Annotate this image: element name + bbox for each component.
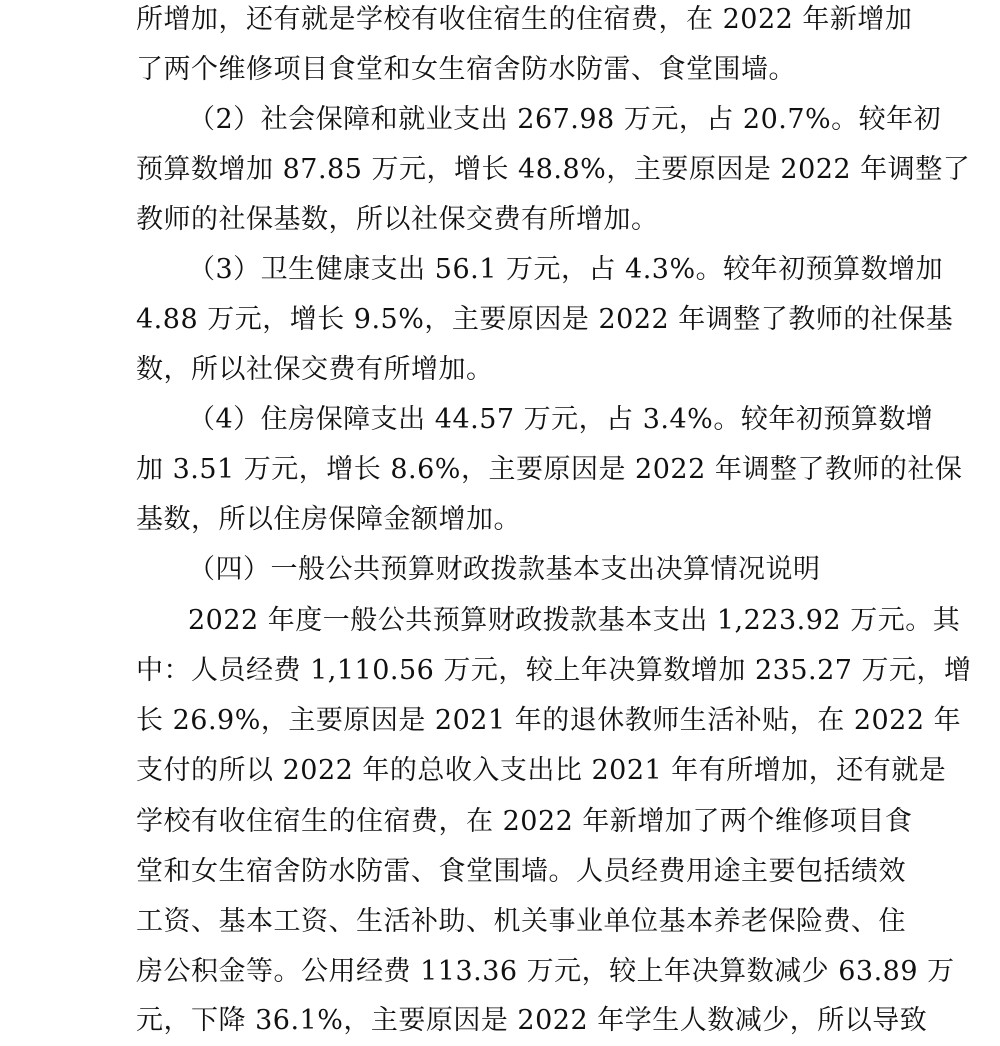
- text-line: （2）社会保障和就业支出 267.98 万元，占 20.7%。较年初: [188, 104, 942, 135]
- text-line: （4）住房保障支出 44.57 万元，占 3.4%。较年初预算数增: [188, 404, 934, 435]
- text-line: 数，所以社保交费有所增加。: [136, 354, 494, 385]
- text-line: 中：人员经费 1,110.56 万元，较上年决算数增加 235.27 万元，增: [136, 655, 972, 686]
- text-line: 所增加，还有就是学校有收住宿生的住宿费，在 2022 年新增加: [136, 4, 913, 35]
- section-heading: （四）一般公共预算财政拨款基本支出决算情况说明: [188, 554, 821, 585]
- text-line: 基数，所以住房保障金额增加。: [136, 504, 521, 535]
- text-line: 2022 年度一般公共预算财政拨款基本支出 1,223.92 万元。其: [188, 605, 961, 636]
- text-line: 4.88 万元，增长 9.5%，主要原因是 2022 年调整了教师的社保基: [136, 304, 954, 335]
- text-line: 房公积金等。公用经费 113.36 万元，较上年决算数减少 63.89 万: [136, 956, 955, 987]
- text-line: 支付的所以 2022 年的总收入支出比 2021 年有所增加，还有就是: [136, 755, 947, 786]
- text-line: 堂和女生宿舍防水防雷、食堂围墙。人员经费用途主要包括绩效: [136, 856, 906, 887]
- text-line: 加 3.51 万元，增长 8.6%，主要原因是 2022 年调整了教师的社保: [136, 454, 963, 485]
- text-line: 学校有收住宿生的住宿费，在 2022 年新增加了两个维修项目食: [136, 806, 913, 837]
- text-line: 元，下降 36.1%，主要原因是 2022 年学生人数减少，所以导致: [136, 1005, 928, 1036]
- text-line: 了两个维修项目食堂和女生宿舍防水防雷、食堂围墙。: [136, 54, 796, 85]
- text-line: 长 26.9%，主要原因是 2021 年的退休教师生活补贴，在 2022 年: [136, 705, 962, 736]
- text-line: 教师的社保基数，所以社保交费有所增加。: [136, 204, 659, 235]
- text-line: （3）卫生健康支出 56.1 万元，占 4.3%。较年初预算数增加: [188, 254, 944, 285]
- text-line: 工资、基本工资、生活补助、机关事业单位基本养老保险费、住: [136, 906, 906, 937]
- text-line: 预算数增加 87.85 万元，增长 48.8%，主要原因是 2022 年调整了: [136, 154, 971, 185]
